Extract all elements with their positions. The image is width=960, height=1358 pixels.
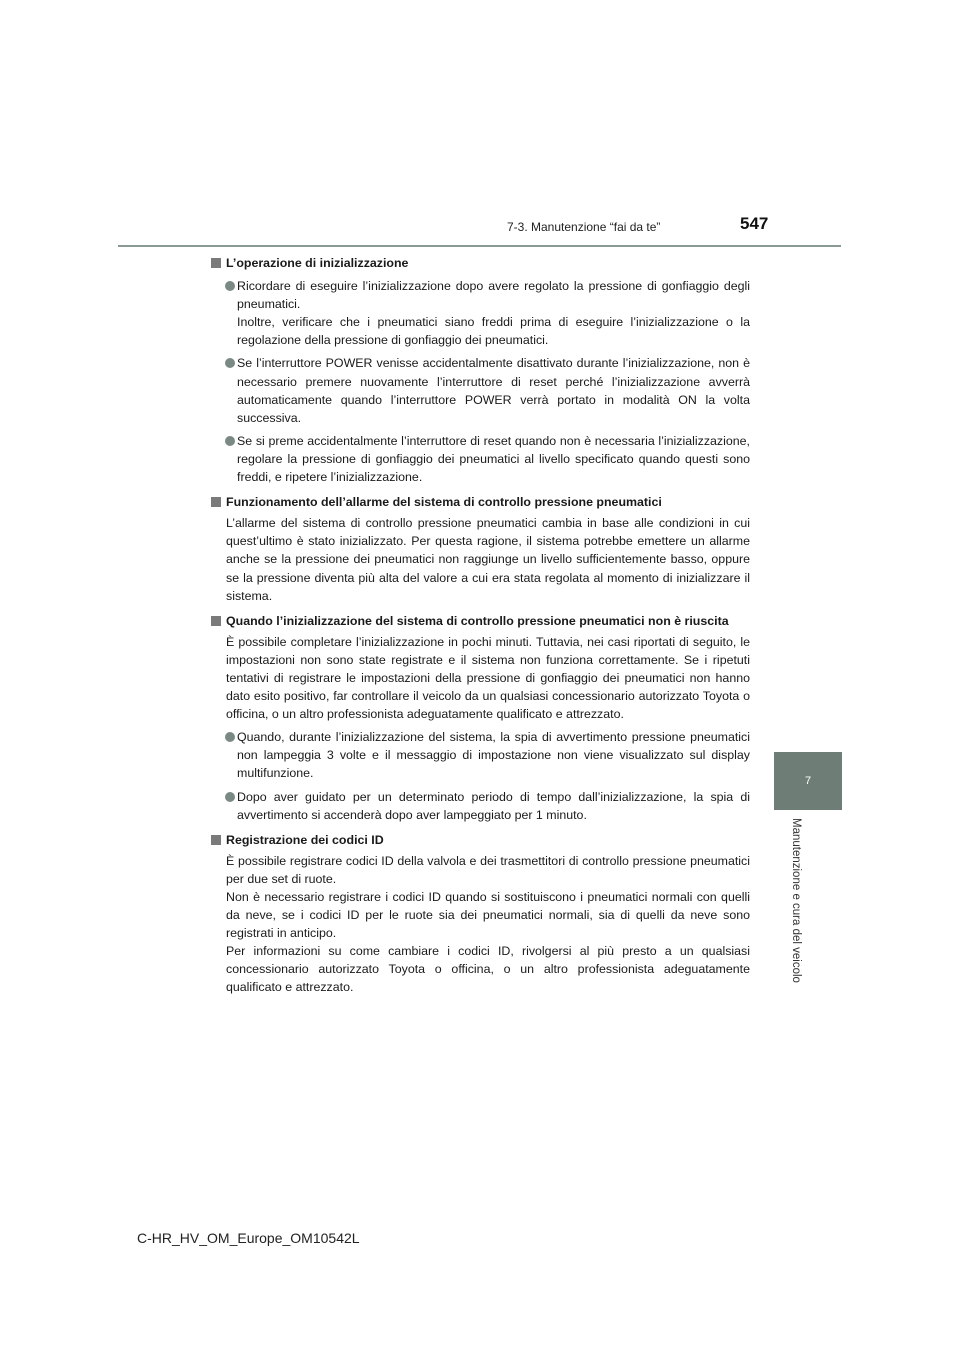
list-item	[211, 354, 750, 426]
paragraph: È possibile completare l’inizializzazione in pochi minuti. Tuttavia, nei casi riportati di seguito, le impostazioni non sono state registrate e il sistema non funziona correttamente. Se i ripetuti tentativi di registrare le impostazioni della pressione di gonfiaggio dei pneumatici non hanno dato esito positivo, far controllare il veicolo da un qualsiasi concessionario autorizzato Toyota o officina, o un altro professionista adeguatamente qualificato e attrezzato.	[226, 634, 750, 722]
square-bullet-icon	[211, 835, 221, 845]
list-item	[211, 432, 750, 486]
round-bullet-icon	[225, 281, 235, 291]
round-bullet-icon	[225, 792, 235, 802]
section-heading: L’operazione di inizializzazione	[211, 254, 750, 272]
bullet-text: Dopo aver guidato per un determinato periodo di tempo dall’inizializzazione, la spia di avvertimento si accenderà dopo aver lampeggiato per 1 minuto.	[237, 789, 750, 822]
bullet-text: Ricordare di eseguire l’inizializzazione dopo avere regolato la pressione di gonfiaggio degli pneumatici.	[237, 279, 750, 312]
list-item	[211, 788, 750, 824]
round-bullet-icon	[225, 358, 235, 368]
bullet-text: Inoltre, verificare che i pneumatici siano freddi prima di eseguire l’inizializzazione o la regolazione della pressione di gonfiaggio dei pneumatici.	[237, 315, 750, 348]
header-divider	[118, 245, 841, 247]
page-body	[211, 254, 750, 997]
bullet-text: Se si preme accidentalmente l’interruttore di reset quando non è necessaria l’inizializzazione, regolare la pressione di gonfiaggio dei pneumatici al livello specificato quando questi sono freddi, e ripetere l’inizializzazione.	[237, 433, 750, 485]
section-heading: Registrazione dei codici ID	[211, 831, 750, 849]
square-bullet-icon	[211, 616, 221, 626]
section-heading: Quando l’inizializzazione del sistema di controllo pressione pneumatici non è riuscita	[211, 612, 750, 630]
chapter-title: Manutenzione e cura del veicolo	[790, 818, 802, 983]
paragraph: L’allarme del sistema di controllo pressione pneumatici cambia in base alle condizioni in cui quest’ultimo è stato inizializzato. Per questa ragione, il sistema potrebbe emettere un allarme anche se la pressione dei pneumatici non raggiunge un livello sufficientemente basso, oppure se la pressione diventa più alta del valore a cui era stata regolata al momento di inizializzare il sistema.	[226, 516, 750, 603]
round-bullet-icon	[225, 732, 235, 742]
page-number: 547	[740, 214, 769, 233]
paragraph: È possibile registrare codici ID della valvola e dei trasmettitori di controllo pressione pneumatici per due set di ruote. Non è necessario registrare i codici ID quando si sostituiscono i pneumatici normali con quelli da neve, se i codici ID per le ruote sia dei pneumatici normali, sia di quelli da neve sono registrati in anticipo. Per informazioni su come cambiare i codici ID, rivolgersi al più presto a un qualsiasi concessionario autorizzato Toyota o officina, o un altro professionista adeguatamente qualificato e attrezzato.	[226, 853, 750, 995]
chapter-tab	[774, 752, 842, 810]
round-bullet-icon	[225, 436, 235, 446]
section-heading: Funzionamento dell’allarme del sistema di controllo pressione pneumatici	[211, 493, 750, 511]
bullet-text: Se l’interruttore POWER venisse accidentalmente disattivato durante l’inizializzazione, non è necessario premere nuovamente l’interruttore di reset perché l’inizializzazione avverrà automaticamente quando l’interruttore POWER verrà portato in modalità ON la volta successiva.	[237, 356, 750, 425]
chapter-number: 7	[804, 775, 812, 787]
list-item	[211, 728, 750, 782]
square-bullet-icon	[211, 497, 221, 507]
running-header: 7-3. Manutenzione “fai da te”	[507, 220, 661, 234]
square-bullet-icon	[211, 258, 221, 268]
list-item	[211, 277, 750, 349]
document-code: C-HR_HV_OM_Europe_OM10542L	[137, 1230, 360, 1246]
bullet-text: Quando, durante l’inizializzazione del sistema, la spia di avvertimento pressione pneumatici non lampeggia 3 volte e il messaggio di impostazione non viene visualizzato sul display multifunzione.	[237, 730, 750, 781]
